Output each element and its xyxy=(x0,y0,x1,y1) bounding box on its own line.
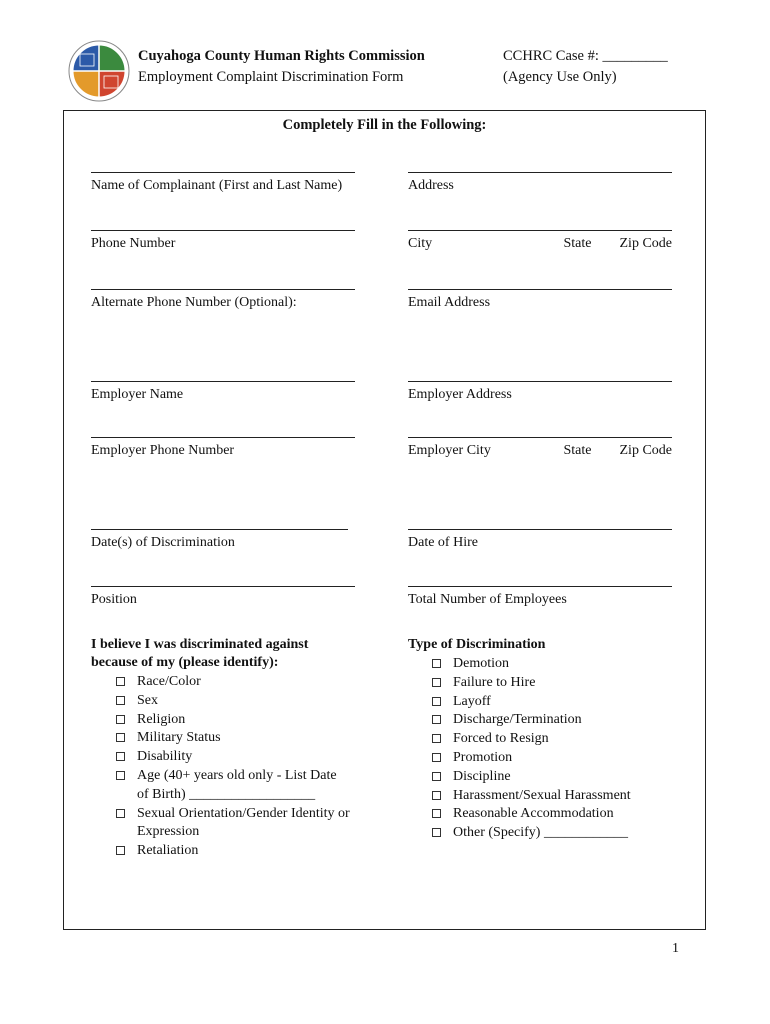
checkbox[interactable] xyxy=(432,697,441,706)
basis-item-religion[interactable]: Religion xyxy=(113,711,391,730)
email-label: Email Address xyxy=(408,295,491,310)
type-heading: Type of Discrimination xyxy=(408,637,546,652)
checkbox[interactable] xyxy=(432,715,441,724)
phone-label: Phone Number xyxy=(91,236,176,251)
address-label: Address xyxy=(408,178,454,193)
type-item-demotion[interactable]: Demotion xyxy=(429,655,698,674)
page-number: 1 xyxy=(672,941,679,956)
employer-city-state-zip-field[interactable] xyxy=(408,437,672,459)
checkbox[interactable] xyxy=(432,753,441,762)
employer-address-field[interactable] xyxy=(408,381,672,403)
basis-item-military[interactable]: Military Status xyxy=(113,729,391,748)
employer-phone-label: Employer Phone Number xyxy=(91,443,235,458)
checkbox[interactable] xyxy=(116,696,125,705)
checkbox[interactable] xyxy=(432,772,441,781)
basis-item-retaliation[interactable]: Retaliation xyxy=(113,842,391,861)
employer-address-label: Employer Address xyxy=(408,387,512,402)
position-label: Position xyxy=(91,592,137,607)
agency-use-note: (Agency Use Only) xyxy=(503,69,617,85)
alt-phone-field[interactable] xyxy=(91,289,355,311)
checkbox[interactable] xyxy=(432,659,441,668)
checkbox[interactable] xyxy=(432,809,441,818)
form-title: Completely Fill in the Following: xyxy=(282,117,487,133)
position-field[interactable] xyxy=(91,586,355,608)
checkbox[interactable] xyxy=(432,678,441,687)
type-item-discipline[interactable]: Discipline xyxy=(429,768,698,787)
date-hire-field[interactable] xyxy=(408,529,672,551)
dates-discrimination-label: Date(s) of Discrimination xyxy=(91,535,235,550)
checkbox[interactable] xyxy=(432,828,441,837)
checkbox[interactable] xyxy=(432,791,441,800)
age-birth-blank[interactable]: of Birth) __________________ xyxy=(137,786,316,802)
type-item-harassment[interactable]: Harassment/Sexual Harassment xyxy=(429,787,698,806)
city-state-zip-field[interactable] xyxy=(408,230,672,252)
date-hire-label: Date of Hire xyxy=(408,535,478,550)
form-name: Employment Complaint Discrimination Form xyxy=(138,69,404,85)
address-field[interactable] xyxy=(408,172,672,194)
checkbox[interactable] xyxy=(432,734,441,743)
zip-label: Zip Code xyxy=(619,236,672,251)
basis-item-sex[interactable]: Sex xyxy=(113,692,391,711)
complainant-name-field[interactable] xyxy=(91,172,355,194)
checkbox[interactable] xyxy=(116,733,125,742)
type-item-promotion[interactable]: Promotion xyxy=(429,749,698,768)
checkbox[interactable] xyxy=(116,771,125,780)
total-employees-field[interactable] xyxy=(408,586,672,608)
type-item-failure-hire[interactable]: Failure to Hire xyxy=(429,674,698,693)
employer-zip-label: Zip Code xyxy=(619,443,672,458)
email-field[interactable] xyxy=(408,289,672,311)
case-number-label: CCHRC Case #: _________ xyxy=(503,48,668,64)
total-employees-label: Total Number of Employees xyxy=(408,592,567,607)
checkbox[interactable] xyxy=(116,846,125,855)
checkbox[interactable] xyxy=(116,677,125,686)
type-list xyxy=(429,655,698,843)
basis-section xyxy=(91,636,391,861)
checkbox[interactable] xyxy=(116,752,125,761)
alt-phone-label: Alternate Phone Number (Optional): xyxy=(91,295,297,310)
checkbox[interactable] xyxy=(116,809,125,818)
type-item-accommodation[interactable]: Reasonable Accommodation xyxy=(429,805,698,824)
basis-item-disability[interactable]: Disability xyxy=(113,748,391,767)
basis-heading-line2: because of my (please identify): xyxy=(91,655,279,670)
org-name: Cuyahoga County Human Rights Commission xyxy=(138,48,425,64)
city-label: City xyxy=(408,236,433,251)
complainant-name-label: Name of Complainant (First and Last Name) xyxy=(91,178,343,193)
phone-field[interactable] xyxy=(91,230,355,252)
basis-item-age[interactable]: Age (40+ years old only - List Date of Birth) __________________ xyxy=(113,767,391,805)
employer-name-field[interactable] xyxy=(91,381,355,403)
type-item-discharge[interactable]: Discharge/Termination xyxy=(429,711,698,730)
employer-phone-field[interactable] xyxy=(91,437,355,459)
checkbox[interactable] xyxy=(116,715,125,724)
basis-item-orientation[interactable]: Sexual Orientation/Gender Identity or Expression xyxy=(113,805,391,843)
dates-discrimination-field[interactable] xyxy=(91,529,348,551)
employer-city-label: Employer City xyxy=(408,443,491,458)
state-label: State xyxy=(563,236,592,251)
type-item-other[interactable]: Other (Specify) ____________ xyxy=(429,824,698,843)
type-item-layoff[interactable]: Layoff xyxy=(429,693,698,712)
county-seal-logo xyxy=(68,40,130,102)
basis-item-race[interactable]: Race/Color xyxy=(113,673,391,692)
basis-heading-line1: I believe I was discriminated against xyxy=(91,637,309,652)
basis-list xyxy=(113,673,391,861)
type-item-forced-resign[interactable]: Forced to Resign xyxy=(429,730,698,749)
employer-name-label: Employer Name xyxy=(91,387,184,402)
employer-state-label: State xyxy=(563,443,592,458)
type-section xyxy=(408,636,698,843)
